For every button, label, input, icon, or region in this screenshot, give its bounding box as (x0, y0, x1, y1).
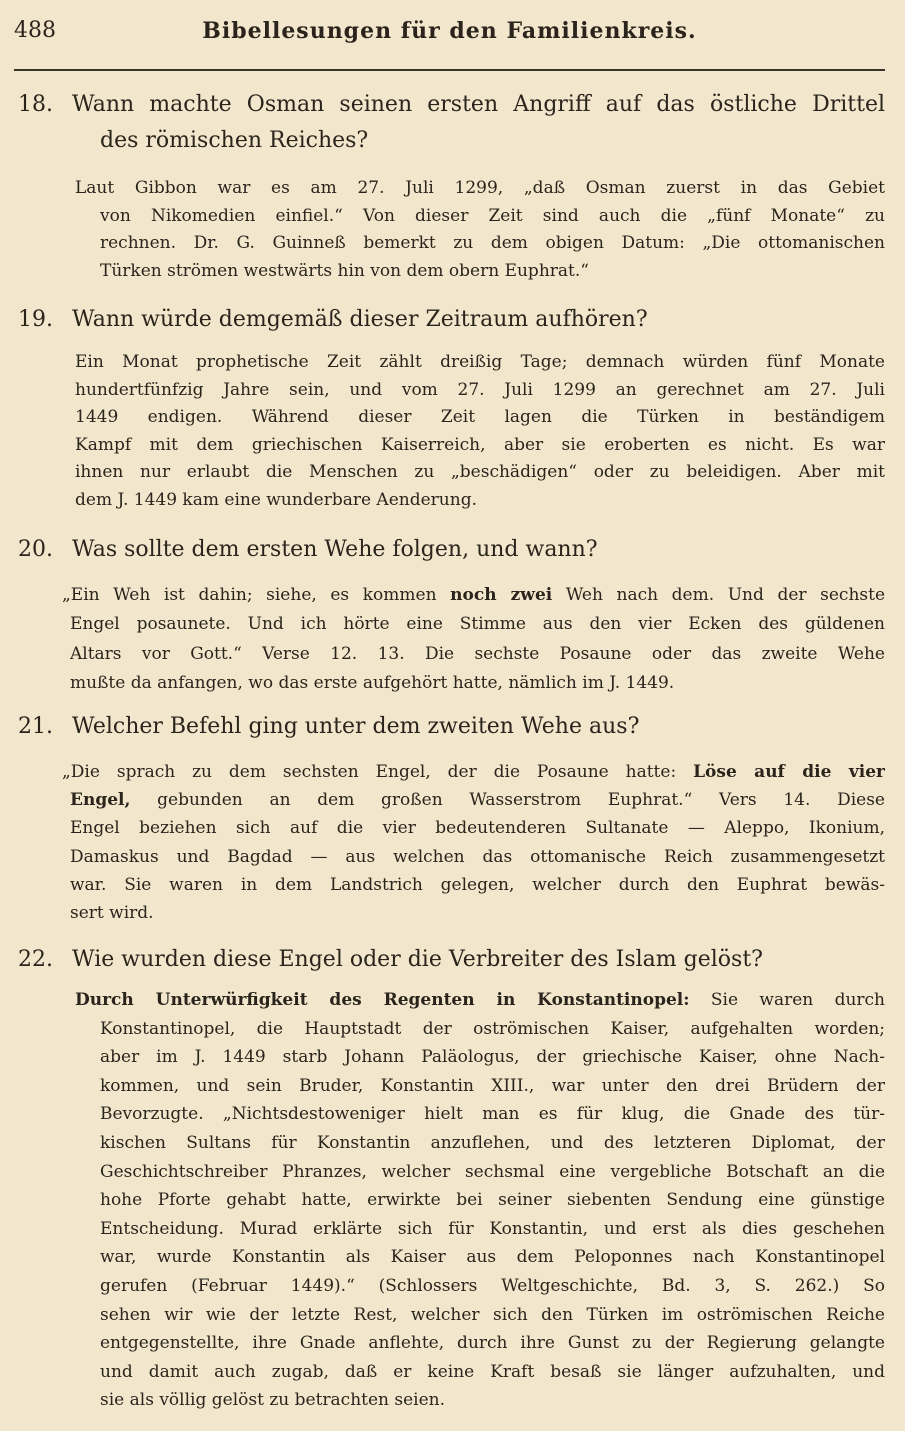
answer-text-line: „Ein Weh ist dahin; siehe, es kommen noch zwei Weh nach dem. Und der sechste (62, 585, 885, 605)
question-text-line: des römischen Reiches? (100, 128, 369, 153)
question-number: 19. (18, 307, 53, 332)
answer-text-line: hundertfünfzig Jahre sein, und vom 27. Juli 1299 an gerechnet am 27. Juli (75, 379, 885, 400)
answer-text-line: sert wird. (70, 903, 154, 923)
answer-text-line: Engel posaunete. Und ich hörte eine Stimme aus den vier Ecken des güldenen (70, 614, 885, 635)
answer-text-line: kommen, und sein Bruder, Konstantin XIII., war unter den drei Brüdern der (100, 1075, 885, 1096)
answer-text-line: dem J. 1449 kam eine wunderbare Aenderung. (75, 490, 477, 510)
emphasis: Engel, (70, 790, 131, 811)
answer-text-line: aber im J. 1449 starb Johann Paläologus, der griechische Kaiser, ohne Nach- (100, 1047, 885, 1068)
answer-text-line: Geschichtschreiber Phranzes, welcher sechsmal eine vergebliche Botschaft an die (100, 1161, 885, 1182)
answer-text-line: Damaskus und Bagdad — aus welchen das ottomanische Reich zusammengesetzt (70, 846, 885, 867)
answer-text-line: Konstantinopel, die Hauptstadt der oströmischen Kaiser, aufgehalten worden; (100, 1018, 885, 1039)
answer-text-line: von Nikomedien einfiel.“ Von dieser Zeit sind auch die „fünf Monate“ zu (100, 205, 885, 226)
running-header (14, 18, 885, 52)
answer-text-line: gerufen (Februar 1449).“ (Schlossers Weltgeschichte, Bd. 3, S. 262.) So (100, 1276, 885, 1296)
header-rule (14, 69, 885, 71)
answer-text-line: Türken strömen westwärts hin von dem obern Euphrat.“ (100, 260, 589, 281)
answer-text-line: ihnen nur erlaubt die Menschen zu „beschädigen“ oder zu beleidigen. Aber mit (75, 462, 885, 483)
question-text-line: Was sollte dem ersten Wehe folgen, und wann? (72, 537, 598, 562)
page-number: 488 (14, 18, 56, 43)
answer-text-line: Durch Unterwürfigkeit des Regenten in Konstantinopel: Sie waren durch (75, 990, 885, 1010)
answer-text-line: mußte da anfangen, wo das erste aufgehört hatte, nämlich im J. 1449. (70, 672, 675, 693)
answer-text-line: rechnen. Dr. G. Guinneß bemerkt zu dem obigen Datum: „Die ottomanischen (100, 233, 885, 253)
question-text-line: Welcher Befehl ging unter dem zweiten Wehe aus? (72, 714, 640, 739)
question-text-line: Wann machte Osman seinen ersten Angriff auf das östliche Drittel (72, 92, 885, 117)
answer-text-line: Engel beziehen sich auf die vier bedeutenderen Sultanate — Aleppo, Ikonium, (70, 818, 885, 839)
question-text-line: Wann würde demgemäß dieser Zeitraum aufhören? (72, 307, 648, 332)
answer-text-line: 1449 endigen. Während dieser Zeit lagen die Türken in beständigem (75, 407, 885, 428)
answer-text-line: Laut Gibbon war es am 27. Juli 1299, „daß Osman zuerst in das Gebiet (75, 178, 885, 198)
question-text-line: Wie wurden diese Engel oder die Verbreiter des Islam gelöst? (72, 947, 763, 972)
answer-text-line: Ein Monat prophetische Zeit zählt dreißig Tage; demnach würden fünf Monate (75, 352, 885, 372)
answer-text-line: Altars vor Gott.“ Verse 12. 13. Die sechste Posaune oder das zweite Wehe (70, 643, 885, 664)
answer-text-line: sehen wir wie der letzte Rest, welcher sich den Türken im oströmischen Reiche (100, 1304, 885, 1325)
answer-text-line: sie als völlig gelöst zu betrachten seien. (100, 1390, 446, 1411)
question-number: 20. (18, 537, 53, 562)
emphasis: Durch Unterwürfigkeit des Regenten in Konstantinopel: (75, 990, 690, 1010)
answer-text-line: Entscheidung. Murad erklärte sich für Konstantin, und erst als dies geschehen (100, 1218, 885, 1239)
running-title: Bibellesungen für den Familienkreis. (202, 18, 697, 44)
answer-text-line: kischen Sultans für Konstantin anzuflehen, und des letzteren Diplomat, der (100, 1133, 885, 1153)
emphasis: noch zwei (450, 585, 553, 605)
question-number: 22. (18, 947, 53, 972)
answer-text-line: „Die sprach zu dem sechsten Engel, der die Posaune hatte: Löse auf die vier (62, 762, 885, 782)
answer-text-line: Kampf mit dem griechischen Kaiserreich, aber sie eroberten es nicht. Es war (75, 434, 885, 455)
question-number: 18. (18, 92, 53, 117)
answer-text-line: Bevorzugte. „Nichtsdestoweniger hielt man es für klug, die Gnade des tür- (100, 1104, 885, 1125)
answer-text-line: Engel, gebunden an dem großen Wasserstrom Euphrat.“ Vers 14. Diese (70, 790, 885, 811)
answer-text-line: und damit auch zugab, daß er keine Kraft besaß sie länger aufzuhalten, und (100, 1361, 885, 1382)
answer-text-line: war. Sie waren in dem Landstrich gelegen, welcher durch den Euphrat bewäs- (70, 874, 885, 895)
question-number: 21. (18, 714, 53, 739)
answer-text-line: war, wurde Konstantin als Kaiser aus dem Peloponnes nach Konstantinopel (100, 1247, 885, 1268)
answer-text-line: entgegenstellte, ihre Gnade anflehte, durch ihre Gunst zu der Regierung gelangte (100, 1333, 885, 1354)
answer-text-line: hohe Pforte gehabt hatte, erwirkte bei seiner siebenten Sendung eine günstige (100, 1190, 885, 1211)
emphasis: Löse auf die vier (693, 762, 885, 782)
